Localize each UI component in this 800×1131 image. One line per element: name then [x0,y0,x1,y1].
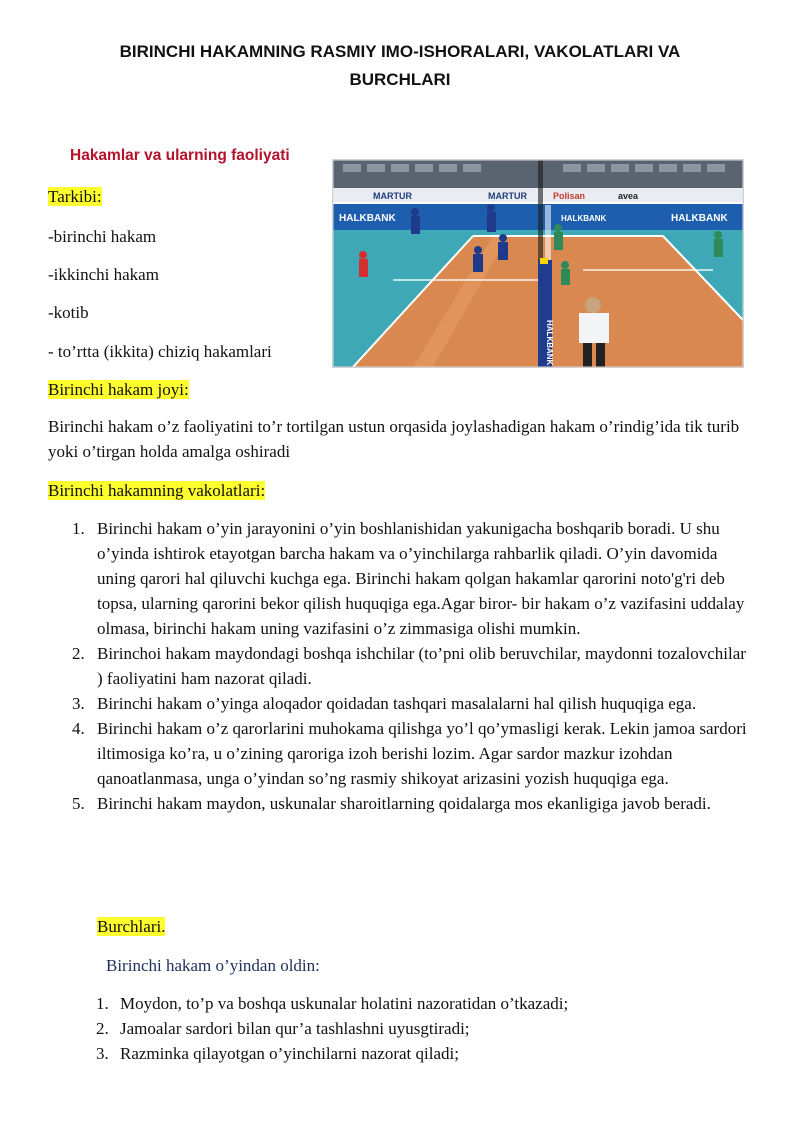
composition-item: -ikkinchi hakam [48,265,159,284]
composition-item: -birinchi hakam [48,227,157,246]
list-item: 1. Moydon, to’p va boshqa uskunalar holatini nazoratidan o’tkazadi; [96,994,569,1013]
banner-text: HALKBANK [561,214,607,223]
list-item: 4. Birinchi hakam o’z qarorlarini muhokama qilishga yo’l qo’ymasligi kerak. Lekin jamoa sardori iltimosiga ko’ra, u o’zining qaroriga izoh berishi lozim. Agar sardor mazkur izohdan qanoatlanmasa, unga o’yindan so’ng rasmiy shikoyat arizasini yozish huquqiga ega. [72,719,747,788]
banner-text: HALKBANK [339,213,396,224]
composition-label: Tarkibi: [48,187,102,206]
list-item: 3. Birinchi hakam o’yinga aloqador qoidadan tashqari masalalarni hal qilish huquqiga ega. [72,694,697,713]
composition-item: -kotib [48,303,89,322]
powers-label: Birinchi hakamning vakolatlari: [48,481,266,500]
duties-before-label: Birinchi hakam o’yindan oldin: [106,956,320,975]
volleyball-match-photo [332,159,744,368]
section-subheading: Hakamlar va ularning faoliyati [70,147,290,164]
list-item: 1. Birinchi hakam o’yin jarayonini o’yin boshlanishidan yakunigacha boshqarib boradi. U shu o’yinda ishtirok etayotgan barcha hakam va o’yinchilarga rahbarlik qiladi. O’yin davomida uning qarori hal qiluvchi kuchga ega. Birinchi hakam qolgan hakamlar qarorini noto'g'ri deb topsa, ularning qarorini bekor qilish huquqiga ega.Agar biror- bir hakam o’z vazifasini uddalay olmasa, birinchi hakam uning vazifasini o’z zimmasiga olishi mumkin. [72,519,745,638]
banner-text: MARTUR [488,191,527,201]
post-text: HALKBANK [545,320,554,366]
place-text: Birinchi hakam o’z faoliyatini to’r tortilgan ustun orqasida joylashadigan hakam o’rindig’ida tik turib yoki o’tirgan holda amalga oshiradi [48,417,740,461]
list-item: 2. Jamoalar sardori bilan qur’a tashlashni uyusgtiradi; [96,1019,470,1038]
composition-item: - to’rtta (ikkita) chiziq hakamlari [48,342,272,361]
list-item: 2. Birinchoi hakam maydondagi boshqa ishchilar (to’pni olib beruvchilar, maydonni tozalovchilar ) faoliyatini ham nazorat qiladi. [72,644,746,688]
banner-text: avea [618,191,639,201]
title-line-1: BIRINCHI HAKAMNING RASMIY IMO-ISHORALARI, VAKOLATLARI VA [119,42,681,61]
banner-text: MARTUR [373,191,412,201]
banner-text: HALKBANK [671,213,728,224]
banner-text: Polisan [553,191,586,201]
duties-list [48,991,753,1066]
duties-label: Burchlari. [97,917,166,936]
page-title [60,38,740,94]
place-label: Birinchi hakam joyi: [48,380,189,399]
powers-list [48,516,753,816]
list-item: 3. Razminka qilayotgan o’yinchilarni nazorat qiladi; [96,1044,459,1063]
title-line-2: BURCHLARI [349,70,451,89]
list-item: 5. Birinchi hakam maydon, uskunalar sharoitlarning qoidalarga mos ekanligiga javob beradi. [72,794,711,813]
